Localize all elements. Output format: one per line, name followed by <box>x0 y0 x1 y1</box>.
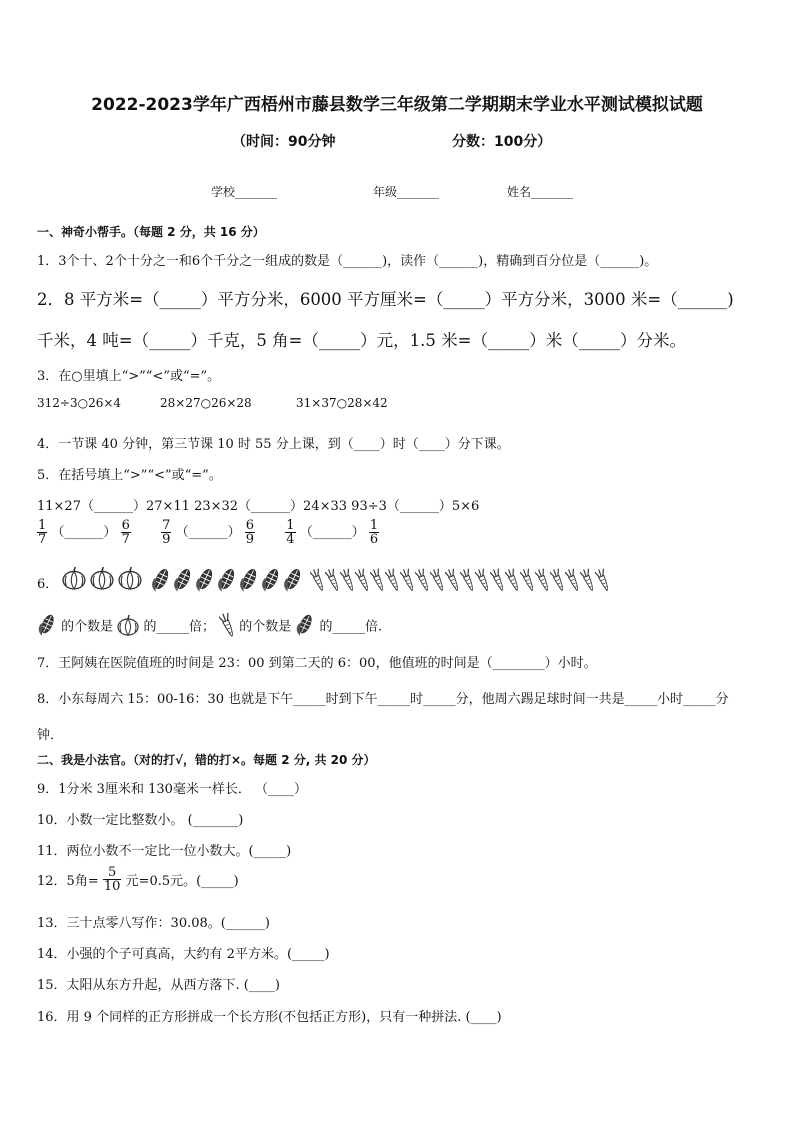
radish-icon <box>505 566 520 598</box>
corn-icon <box>238 566 260 598</box>
fraction: $\frac{1}{7}$ <box>38 518 47 547</box>
radish-icon <box>325 566 340 598</box>
radish-icon <box>445 566 460 598</box>
corn-icon <box>216 566 238 598</box>
question-2-line2: 千米，4 吨=（_____）千克，5 角=（_____）元，1.5 米=（_____）米（_____）分米。 <box>37 331 686 350</box>
pumpkin-icon <box>90 566 114 594</box>
question-14: 14．小强的个子可真高，大约有 2平方米。(_____) <box>37 947 330 962</box>
pumpkin-icon <box>118 566 142 594</box>
radish-icon <box>490 566 505 598</box>
question-3-item: 28×27○26×28 <box>160 396 252 410</box>
answer-blank: （______） <box>51 525 117 540</box>
radish-icon <box>340 566 355 598</box>
radish-icon <box>580 566 595 598</box>
question-15: 15．太阳从东方升起，从西方落下. (____) <box>37 978 280 993</box>
fraction: $\frac{6}{7}$ <box>121 518 130 547</box>
question-6-icons <box>62 566 602 596</box>
radish-icon <box>520 566 535 598</box>
exam-score: 分数：100分） <box>452 134 552 150</box>
radish-icon <box>475 566 490 598</box>
radish-icon <box>460 566 475 598</box>
answer-blank: （______） <box>299 525 365 540</box>
radish-icon <box>400 566 415 598</box>
school-field: 学校_______ <box>211 185 278 199</box>
corn-icon <box>172 566 194 598</box>
question-13: 13．三十点零八写作：30.08。(______) <box>37 916 270 931</box>
question-7: 7．王阿姨在医院值班的时间是 23：00 到第二天的 6：00，他值班的时间是（________）小时。 <box>37 656 597 671</box>
question-8-line2: 钟． <box>37 728 64 743</box>
corn-icon <box>37 612 57 642</box>
exam-time: （时间：90分钟 <box>232 134 336 150</box>
radish-icon <box>385 566 400 598</box>
radish-icon <box>415 566 430 598</box>
radish-icon <box>355 566 370 598</box>
question-6-text: 的个数是 的_____倍； 的个数是 的_____倍. <box>37 612 382 638</box>
question-10: 10．小数一定比整数小。 (_______) <box>37 813 244 828</box>
radish-icon <box>535 566 550 598</box>
section2-heading: 二、我是小法官。（对的打√，错的打×。每题 2 分, 共 20 分） <box>37 753 376 767</box>
answer-blank: （______） <box>175 525 241 540</box>
fraction: $\frac{1}{4}$ <box>286 518 295 547</box>
corn-icon <box>194 566 216 598</box>
fraction: $\frac{7}{9}$ <box>162 518 171 547</box>
fraction: $\frac{6}{9}$ <box>245 518 254 547</box>
corn-icon <box>260 566 282 598</box>
corn-icon <box>150 566 172 598</box>
radish-icon <box>550 566 565 598</box>
question-9: 9．1分米 3厘米和 130毫米一样长． （____） <box>37 782 308 797</box>
fraction: $\frac{1}{6}$ <box>369 518 379 547</box>
grade-field: 年级_______ <box>373 185 440 199</box>
question-4: 4．一节课 40 分钟，第三节课 10 时 55 分上课，到（____）时（____）分下课。 <box>37 437 510 452</box>
question-3: 3．在○里填上“>”“<”或“=”。 <box>37 369 221 384</box>
section1-heading: 一、神奇小帮手。（每题 2 分，共 16 分） <box>37 225 265 239</box>
exam-title: 2022-2023学年广西梧州市藤县数学三年级第二学期期末学业水平测试模拟试题 <box>91 95 703 115</box>
radish-icon <box>219 612 235 642</box>
corn-icon <box>295 612 315 642</box>
question-3-item: 312÷3○26×4 <box>37 396 122 410</box>
question-1: 1．3个十、2个十分之一和6个千分之一组成的数是（______)，读作（______)，精确到百分位是（______)。 <box>37 254 658 269</box>
radish-icon <box>370 566 385 598</box>
pumpkin-icon <box>117 614 139 640</box>
pumpkin-icon <box>62 566 86 594</box>
question-5: 5．在括号填上“>”“<”或“=”。 <box>37 468 222 483</box>
question-2-line1: 2．8 平方米=（_____）平方分米，6000 平方厘米=（_____）平方分米，3000 米=（______) <box>37 290 734 309</box>
question-8-line1: 8．小东每周六 15：00-16：30 也就是下午_____时到下午_____时_____分，他周六踢足球时间一共是_____小时_____分 <box>37 692 729 707</box>
question-5-line1: 11×27（______）27×11 23×32（______）24×33 93÷3（______）5×6 <box>37 499 480 514</box>
fraction: $\frac{5}{10}$ <box>103 865 121 894</box>
corn-icon <box>282 566 304 598</box>
question-11: 11．两位小数不一定比一位小数大。(_____) <box>37 844 292 859</box>
question-12: 12．5角= $\frac{5}{10}$ 元=0.5元。(_____) <box>37 865 239 894</box>
name-field: 姓名_______ <box>507 185 574 199</box>
radish-icon <box>595 566 610 598</box>
radish-icon <box>565 566 580 598</box>
question-5-fractions <box>37 519 379 546</box>
question-6-label: 6． <box>37 577 59 592</box>
radish-icon <box>310 566 325 598</box>
radish-icon <box>430 566 445 598</box>
question-16: 16．用 9 个同样的正方形拼成一个长方形(不包括正方形)，只有一种拼法. (____) <box>37 1010 502 1025</box>
question-3-item: 31×37○28×42 <box>296 396 388 410</box>
